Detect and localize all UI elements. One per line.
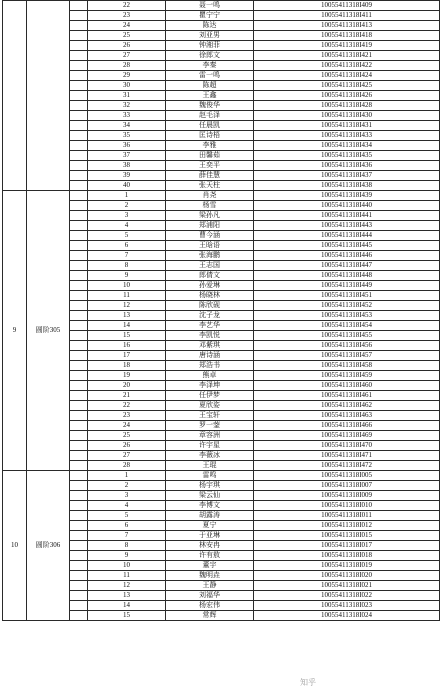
name-cell: 梁孙凡 <box>166 211 254 221</box>
name-cell: 许宇星 <box>166 441 254 451</box>
exam-id-cell: 10055411318I463 <box>254 411 440 421</box>
room-name-cell <box>27 1 70 191</box>
row-marker-cell <box>70 461 88 471</box>
name-cell: 胡露涛 <box>166 511 254 521</box>
name-cell: 郑浩书 <box>166 361 254 371</box>
exam-id-cell: 10055411318I009 <box>254 491 440 501</box>
name-cell: 任晨凯 <box>166 121 254 131</box>
name-cell: 王晗语 <box>166 241 254 251</box>
row-marker-cell <box>70 201 88 211</box>
seq-cell: 6 <box>88 521 166 531</box>
exam-id-cell: 10055411318I444 <box>254 231 440 241</box>
name-cell: 王宝轩 <box>166 411 254 421</box>
name-cell: 许有敖 <box>166 551 254 561</box>
seq-cell: 38 <box>88 161 166 171</box>
seq-cell: 11 <box>88 571 166 581</box>
name-cell: 王志国 <box>166 261 254 271</box>
seq-cell: 1 <box>88 471 166 481</box>
exam-id-cell: 10055411318I451 <box>254 291 440 301</box>
exam-id-cell: 10055411318I471 <box>254 451 440 461</box>
seq-cell: 25 <box>88 31 166 41</box>
exam-id-cell: 10055411318I439 <box>254 191 440 201</box>
exam-id-cell: 10055411318I413 <box>254 21 440 31</box>
exam-id-cell: 10055411318I409 <box>254 1 440 11</box>
seq-cell: 30 <box>88 81 166 91</box>
exam-id-cell: 10055411318I007 <box>254 481 440 491</box>
seq-cell: 13 <box>88 311 166 321</box>
exam-id-cell: 10055411318I020 <box>254 571 440 581</box>
row-marker-cell <box>70 361 88 371</box>
row-marker-cell <box>70 451 88 461</box>
row-marker-cell <box>70 371 88 381</box>
exam-roster-table <box>2 0 440 621</box>
seq-cell: 2 <box>88 201 166 211</box>
name-cell: 罗一蓥 <box>166 421 254 431</box>
row-marker-cell <box>70 521 88 531</box>
name-cell: 钟湘菲 <box>166 41 254 51</box>
name-cell: 曹今涵 <box>166 231 254 241</box>
row-marker-cell <box>70 241 88 251</box>
name-cell: 田馨茹 <box>166 151 254 161</box>
name-cell: 薛佳慧 <box>166 171 254 181</box>
row-marker-cell <box>70 221 88 231</box>
seq-cell: 7 <box>88 531 166 541</box>
seq-cell: 14 <box>88 601 166 611</box>
seq-cell: 18 <box>88 361 166 371</box>
exam-id-cell: 10055411318I425 <box>254 81 440 91</box>
seq-cell: 22 <box>88 1 166 11</box>
exam-id-cell: 10055411318I015 <box>254 531 440 541</box>
row-marker-cell <box>70 91 88 101</box>
exam-id-cell: 10055411318I434 <box>254 141 440 151</box>
exam-id-cell: 10055411318I457 <box>254 351 440 361</box>
seq-cell: 12 <box>88 581 166 591</box>
exam-id-cell: 10055411318I466 <box>254 421 440 431</box>
seq-cell: 33 <box>88 111 166 121</box>
row-marker-cell <box>70 181 88 191</box>
name-cell: 魏俊华 <box>166 101 254 111</box>
seq-cell: 26 <box>88 41 166 51</box>
name-cell: 赵毛泽 <box>166 111 254 121</box>
row-marker-cell <box>70 121 88 131</box>
row-marker-cell <box>70 601 88 611</box>
name-cell: 刘福华 <box>166 591 254 601</box>
row-marker-cell <box>70 11 88 21</box>
name-cell: 李博文 <box>166 501 254 511</box>
row-marker-cell <box>70 71 88 81</box>
name-cell: 邓紫琪 <box>166 341 254 351</box>
name-cell: 杨宇琪 <box>166 481 254 491</box>
name-cell: 郎倩文 <box>166 271 254 281</box>
seq-cell: 1 <box>88 191 166 201</box>
exam-id-cell: 10055411318I018 <box>254 551 440 561</box>
seq-cell: 27 <box>88 451 166 461</box>
seq-cell: 5 <box>88 511 166 521</box>
exam-id-cell: 10055411318I462 <box>254 401 440 411</box>
exam-id-cell: 10055411318I024 <box>254 611 440 621</box>
name-cell: 李薇冰 <box>166 451 254 461</box>
row-marker-cell <box>70 331 88 341</box>
exam-id-cell: 10055411318I454 <box>254 321 440 331</box>
name-cell: 杨雪 <box>166 201 254 211</box>
row-marker-cell <box>70 261 88 271</box>
name-cell: 王琨 <box>166 461 254 471</box>
name-cell: 李凯悦 <box>166 331 254 341</box>
row-marker-cell <box>70 31 88 41</box>
row-marker-cell <box>70 431 88 441</box>
seq-cell: 23 <box>88 11 166 21</box>
exam-id-cell: 10055411318I448 <box>254 271 440 281</box>
seq-cell: 3 <box>88 211 166 221</box>
name-cell: 夏欣姿 <box>166 401 254 411</box>
name-cell: 李雅 <box>166 141 254 151</box>
name-cell: 聂一鸣 <box>166 1 254 11</box>
seq-cell: 28 <box>88 461 166 471</box>
row-marker-cell <box>70 151 88 161</box>
row-marker-cell <box>70 591 88 601</box>
exam-id-cell: 10055411318I443 <box>254 221 440 231</box>
name-cell: 夏宁 <box>166 521 254 531</box>
seq-cell: 15 <box>88 331 166 341</box>
seq-cell: 25 <box>88 431 166 441</box>
seq-cell: 9 <box>88 551 166 561</box>
row-marker-cell <box>70 61 88 71</box>
row-marker-cell <box>70 21 88 31</box>
seq-cell: 3 <box>88 491 166 501</box>
name-cell: 匡诗梧 <box>166 131 254 141</box>
seq-cell: 35 <box>88 131 166 141</box>
row-marker-cell <box>70 421 88 431</box>
row-marker-cell <box>70 171 88 181</box>
row-marker-cell <box>70 191 88 201</box>
name-cell: 魏明垚 <box>166 571 254 581</box>
row-marker-cell <box>70 271 88 281</box>
seq-cell: 29 <box>88 71 166 81</box>
row-marker-cell <box>70 471 88 481</box>
row-marker-cell <box>70 81 88 91</box>
exam-id-cell: 10055411318I012 <box>254 521 440 531</box>
seq-cell: 39 <box>88 171 166 181</box>
row-marker-cell <box>70 341 88 351</box>
name-cell: 瞿宁宁 <box>166 11 254 21</box>
name-cell: 于亚琳 <box>166 531 254 541</box>
row-marker-cell <box>70 411 88 421</box>
seq-cell: 4 <box>88 221 166 231</box>
name-cell: 陈超 <box>166 81 254 91</box>
name-cell: 杨宏伟 <box>166 601 254 611</box>
exam-id-cell: 10055411318I449 <box>254 281 440 291</box>
exam-id-cell: 10055411318I023 <box>254 601 440 611</box>
exam-id-cell: 10055411318I456 <box>254 341 440 351</box>
row-marker-cell <box>70 101 88 111</box>
row-marker-cell <box>70 581 88 591</box>
row-marker-cell <box>70 491 88 501</box>
row-marker-cell <box>70 381 88 391</box>
exam-id-cell: 10055411318I021 <box>254 581 440 591</box>
seq-cell: 28 <box>88 61 166 71</box>
name-cell: 陈达 <box>166 21 254 31</box>
seq-cell: 36 <box>88 141 166 151</box>
name-cell: 梁云仙 <box>166 491 254 501</box>
name-cell: 雷鸣 <box>166 471 254 481</box>
exam-id-cell: 10055411318I445 <box>254 241 440 251</box>
exam-id-cell: 10055411318I426 <box>254 91 440 101</box>
exam-id-cell: 10055411318I440 <box>254 201 440 211</box>
row-marker-cell <box>70 291 88 301</box>
seq-cell: 34 <box>88 121 166 131</box>
name-cell: 刘亚男 <box>166 31 254 41</box>
name-cell: 张天柱 <box>166 181 254 191</box>
exam-id-cell: 10055411318I424 <box>254 71 440 81</box>
exam-id-cell: 10055411318I433 <box>254 131 440 141</box>
seq-cell: 23 <box>88 411 166 421</box>
room-number-cell: 10 <box>3 471 27 621</box>
row-marker-cell <box>70 301 88 311</box>
seq-cell: 20 <box>88 381 166 391</box>
exam-id-cell: 10055411318I455 <box>254 331 440 341</box>
row-marker-cell <box>70 311 88 321</box>
name-cell: 孙爱琳 <box>166 281 254 291</box>
row-marker-cell <box>70 231 88 241</box>
name-cell: 常辉 <box>166 611 254 621</box>
exam-id-cell: 10055411318I019 <box>254 561 440 571</box>
seq-cell: 11 <box>88 291 166 301</box>
name-cell: 沈子龙 <box>166 311 254 321</box>
exam-id-cell: 10055411318I459 <box>254 371 440 381</box>
exam-id-cell: 10055411318I469 <box>254 431 440 441</box>
row-marker-cell <box>70 391 88 401</box>
room-number-cell: 9 <box>3 191 27 471</box>
exam-id-cell: 10055411318I428 <box>254 101 440 111</box>
seq-cell: 7 <box>88 251 166 261</box>
name-cell: 杨晓林 <box>166 291 254 301</box>
seq-cell: 26 <box>88 441 166 451</box>
name-cell: 陈欣砚 <box>166 301 254 311</box>
row-marker-cell <box>70 561 88 571</box>
name-cell: 王静 <box>166 581 254 591</box>
row-marker-cell <box>70 1 88 11</box>
exam-id-cell: 10055411318I438 <box>254 181 440 191</box>
exam-id-cell: 10055411318I446 <box>254 251 440 261</box>
row-marker-cell <box>70 281 88 291</box>
row-marker-cell <box>70 211 88 221</box>
exam-id-cell: 10055411318I431 <box>254 121 440 131</box>
exam-id-cell: 10055411318I411 <box>254 11 440 21</box>
seq-cell: 2 <box>88 481 166 491</box>
name-cell: 徐郎文 <box>166 51 254 61</box>
exam-id-cell: 10055411318I419 <box>254 41 440 51</box>
row-marker-cell <box>70 481 88 491</box>
row-marker-cell <box>70 51 88 61</box>
name-cell: 董宇 <box>166 561 254 571</box>
seq-cell: 10 <box>88 561 166 571</box>
row-marker-cell <box>70 531 88 541</box>
row-marker-cell <box>70 551 88 561</box>
exam-id-cell: 10055411318I461 <box>254 391 440 401</box>
seq-cell: 8 <box>88 541 166 551</box>
row-marker-cell <box>70 611 88 621</box>
row-marker-cell <box>70 251 88 261</box>
exam-id-cell: 10055411318I422 <box>254 61 440 71</box>
table-row <box>3 191 440 201</box>
seq-cell: 24 <box>88 421 166 431</box>
seq-cell: 31 <box>88 91 166 101</box>
row-marker-cell <box>70 141 88 151</box>
name-cell: 章容洲 <box>166 431 254 441</box>
name-cell: 张海鹏 <box>166 251 254 261</box>
exam-id-cell: 10055411318I418 <box>254 31 440 41</box>
seq-cell: 37 <box>88 151 166 161</box>
row-marker-cell <box>70 111 88 121</box>
room-name-cell: 圆阶305 <box>27 191 70 471</box>
seq-cell: 10 <box>88 281 166 291</box>
exam-id-cell: 10055411318I441 <box>254 211 440 221</box>
exam-id-cell: 10055411318I010 <box>254 501 440 511</box>
exam-id-cell: 10055411318I453 <box>254 311 440 321</box>
exam-id-cell: 10055411318I011 <box>254 511 440 521</box>
row-marker-cell <box>70 321 88 331</box>
row-marker-cell <box>70 401 88 411</box>
exam-id-cell: 10055411318I447 <box>254 261 440 271</box>
exam-id-cell: 10055411318I437 <box>254 171 440 181</box>
exam-id-cell: 10055411318I458 <box>254 361 440 371</box>
row-marker-cell <box>70 511 88 521</box>
seq-cell: 40 <box>88 181 166 191</box>
exam-id-cell: 10055411318I460 <box>254 381 440 391</box>
seq-cell: 4 <box>88 501 166 511</box>
name-cell: 雷一鸣 <box>166 71 254 81</box>
row-marker-cell <box>70 131 88 141</box>
exam-id-cell: 10055411318I022 <box>254 591 440 601</box>
seq-cell: 22 <box>88 401 166 411</box>
name-cell: 肖尧 <box>166 191 254 201</box>
seq-cell: 12 <box>88 301 166 311</box>
room-number-cell <box>3 1 27 191</box>
name-cell: 林安冉 <box>166 541 254 551</box>
name-cell: 李艺华 <box>166 321 254 331</box>
roster-body <box>3 1 440 621</box>
exam-id-cell: 10055411318I017 <box>254 541 440 551</box>
exam-id-cell: 10055411318I470 <box>254 441 440 451</box>
seq-cell: 24 <box>88 21 166 31</box>
seq-cell: 5 <box>88 231 166 241</box>
row-marker-cell <box>70 541 88 551</box>
exam-id-cell: 10055411318I421 <box>254 51 440 61</box>
row-marker-cell <box>70 501 88 511</box>
seq-cell: 14 <box>88 321 166 331</box>
name-cell: 王鑫 <box>166 91 254 101</box>
seq-cell: 27 <box>88 51 166 61</box>
table-row <box>3 471 440 481</box>
table-row <box>3 1 440 11</box>
exam-id-cell: 10055411318I430 <box>254 111 440 121</box>
seq-cell: 8 <box>88 261 166 271</box>
row-marker-cell <box>70 351 88 361</box>
seq-cell: 6 <box>88 241 166 251</box>
seq-cell: 21 <box>88 391 166 401</box>
seq-cell: 19 <box>88 371 166 381</box>
room-name-cell: 圆阶306 <box>27 471 70 621</box>
row-marker-cell <box>70 571 88 581</box>
seq-cell: 9 <box>88 271 166 281</box>
name-cell: 王奕平 <box>166 161 254 171</box>
name-cell: 熊卓 <box>166 371 254 381</box>
exam-id-cell: 10055411318I452 <box>254 301 440 311</box>
row-marker-cell <box>70 161 88 171</box>
exam-id-cell: 10055411318I005 <box>254 471 440 481</box>
name-cell: 李泽坤 <box>166 381 254 391</box>
exam-id-cell: 10055411318I472 <box>254 461 440 471</box>
seq-cell: 16 <box>88 341 166 351</box>
name-cell: 唐诗涵 <box>166 351 254 361</box>
name-cell: 李秦 <box>166 61 254 71</box>
name-cell: 郑浦阳 <box>166 221 254 231</box>
watermark-logo: 知乎 <box>300 678 316 687</box>
exam-id-cell: 10055411318I435 <box>254 151 440 161</box>
name-cell: 任伊梦 <box>166 391 254 401</box>
exam-id-cell: 10055411318I436 <box>254 161 440 171</box>
seq-cell: 15 <box>88 611 166 621</box>
seq-cell: 17 <box>88 351 166 361</box>
row-marker-cell <box>70 41 88 51</box>
seq-cell: 32 <box>88 101 166 111</box>
seq-cell: 13 <box>88 591 166 601</box>
row-marker-cell <box>70 441 88 451</box>
